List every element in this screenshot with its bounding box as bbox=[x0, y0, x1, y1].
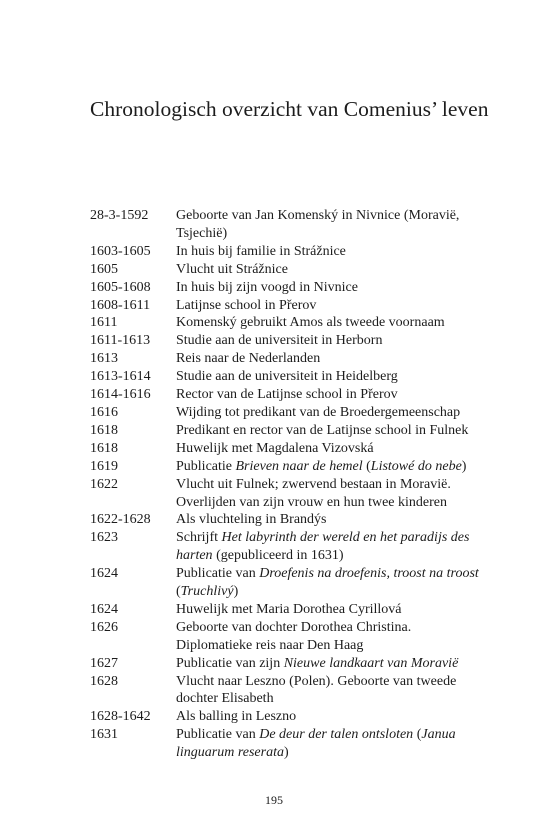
italic-title-text: Het labyrinth der wereld en het paradijs des harten bbox=[176, 530, 470, 564]
description-text: Studie aan de universiteit in Heidelberg bbox=[176, 369, 398, 385]
entry-year: 1623 bbox=[90, 530, 118, 546]
entry-description bbox=[176, 511, 485, 529]
entry-year: 1611-1613 bbox=[90, 333, 151, 349]
description-text: Huwelijk met Magdalena Vizovská bbox=[176, 440, 374, 456]
entry-year: 1618 bbox=[90, 422, 118, 438]
description-text: ( bbox=[176, 584, 181, 600]
chronology-entry bbox=[90, 279, 485, 297]
description-text: Predikant en rector van de Latijnse school in Fulnek bbox=[176, 422, 469, 438]
description-text: Vlucht uit Strážnice bbox=[176, 261, 288, 277]
description-text: Huwelijk met Maria Dorothea Cyrillová bbox=[176, 601, 402, 617]
description-text: Latijnse school in Přerov bbox=[176, 297, 317, 313]
description-text: Schrijft bbox=[176, 530, 222, 546]
description-text: Rector van de Latijnse school in Přerov bbox=[176, 387, 398, 403]
description-text: Publicatie van bbox=[176, 566, 260, 582]
chronology-entry bbox=[90, 368, 485, 386]
description-text: Geboorte van dochter Dorothea Christina. Diplomatieke reis naar Den Haag bbox=[176, 619, 412, 653]
entry-description bbox=[176, 655, 485, 673]
entry-description bbox=[176, 404, 485, 422]
italic-title-text: Nieuwe landkaart van Moravië bbox=[283, 655, 459, 671]
italic-title-text: Brieven naar de hemel bbox=[235, 458, 363, 474]
description-text: Studie aan de universiteit in Herborn bbox=[176, 333, 383, 349]
entry-year: 1626 bbox=[90, 619, 118, 635]
description-text: Wijding tot predikant van de Broedergemeenschap bbox=[176, 404, 461, 420]
chronology-entry bbox=[90, 386, 485, 404]
page-number: 195 bbox=[265, 793, 283, 807]
description-text: ( bbox=[413, 727, 422, 743]
entry-description bbox=[176, 440, 485, 458]
chronology-entry bbox=[90, 708, 485, 726]
chronology-entry bbox=[90, 350, 485, 368]
chronology-entry bbox=[90, 404, 485, 422]
italic-title-text: Listowé do nebe bbox=[370, 458, 462, 474]
description-text: ) bbox=[283, 745, 289, 761]
description-text: Komenský gebruikt Amos als tweede voornaam bbox=[176, 315, 445, 331]
entry-description bbox=[176, 279, 485, 297]
chronology-entry bbox=[90, 619, 485, 655]
description-text: Reis naar de Nederlanden bbox=[176, 351, 321, 367]
entry-year: 1624 bbox=[90, 566, 118, 582]
description-text: Als vluchteling in Brandýs bbox=[176, 512, 327, 528]
entry-year: 1628 bbox=[90, 673, 118, 689]
chronology-entry bbox=[90, 261, 485, 279]
entry-year: 28-3-1592 bbox=[90, 208, 149, 223]
entry-description bbox=[176, 386, 485, 404]
chronology-entry bbox=[90, 207, 485, 243]
entry-description bbox=[176, 332, 485, 350]
chronology-entry bbox=[90, 476, 485, 512]
entry-description bbox=[176, 565, 485, 601]
description-text: Vlucht naar Leszno (Polen). Geboorte van tweede dochter Elisabeth bbox=[176, 673, 457, 707]
description-text: Geboorte van Jan Komenský in Nivnice (Moravië, Tsjechië) bbox=[176, 208, 460, 241]
description-text: ( bbox=[362, 458, 371, 474]
entry-description bbox=[176, 261, 485, 279]
entry-year: 1603-1605 bbox=[90, 243, 151, 259]
entry-year: 1608-1611 bbox=[90, 297, 151, 313]
entry-description bbox=[176, 708, 485, 726]
entry-year: 1616 bbox=[90, 404, 118, 420]
description-text: In huis bij familie in Strážnice bbox=[176, 243, 346, 259]
description-text: Vlucht uit Fulnek; zwervend bestaan in Moravië. Overlijden van zijn vrouw en hun twee kinderen bbox=[176, 476, 451, 510]
description-text: In huis bij zijn voogd in Nivnice bbox=[176, 279, 358, 295]
chronology-entry bbox=[90, 726, 485, 762]
entry-description bbox=[176, 243, 485, 261]
entry-year: 1605-1608 bbox=[90, 279, 151, 295]
entry-year: 1605 bbox=[90, 261, 118, 277]
italic-title-text: De deur der talen ontsloten bbox=[259, 727, 414, 743]
entry-year: 1631 bbox=[90, 727, 118, 743]
entry-description bbox=[176, 297, 485, 315]
description-text: ) bbox=[461, 458, 467, 474]
chronology-list bbox=[90, 207, 485, 762]
entry-description bbox=[176, 529, 485, 565]
entry-description bbox=[176, 314, 485, 332]
chronology-entry bbox=[90, 422, 485, 440]
description-text: (gepubliceerd in 1631) bbox=[212, 548, 344, 564]
entry-description bbox=[176, 476, 485, 512]
italic-title-text: Janua linguarum reserata bbox=[176, 727, 456, 761]
entry-year: 1614-1616 bbox=[90, 387, 151, 403]
entry-year: 1627 bbox=[90, 655, 118, 671]
entry-description bbox=[176, 601, 485, 619]
chronology-entry bbox=[90, 511, 485, 529]
italic-title-text: Truchlivý bbox=[180, 584, 234, 600]
chronology-entry bbox=[90, 458, 485, 476]
entry-year: 1613-1614 bbox=[90, 369, 151, 385]
entry-year: 1624 bbox=[90, 601, 118, 617]
chronology-entry bbox=[90, 332, 485, 350]
entry-year: 1622-1628 bbox=[90, 512, 151, 528]
entry-description bbox=[176, 368, 485, 386]
page-title: Chronologisch overzicht van Comenius’ leven bbox=[90, 97, 489, 121]
entry-description bbox=[176, 207, 485, 243]
description-text: Publicatie van bbox=[176, 727, 260, 743]
chronology-entry bbox=[90, 314, 485, 332]
italic-title-text: Droefenis na droefenis, troost na troost bbox=[259, 566, 479, 582]
chronology-entry bbox=[90, 601, 485, 619]
entry-description bbox=[176, 619, 485, 655]
description-text: Publicatie van zijn bbox=[176, 655, 284, 671]
description-text: Als balling in Leszno bbox=[176, 709, 297, 725]
entry-description bbox=[176, 422, 485, 440]
chronology-entry bbox=[90, 297, 485, 315]
description-text: Publicatie bbox=[176, 458, 236, 474]
chronology-entry bbox=[90, 655, 485, 673]
description-text: ) bbox=[233, 584, 239, 600]
entry-description bbox=[176, 726, 485, 762]
entry-description bbox=[176, 458, 485, 476]
chronology-entry bbox=[90, 673, 485, 709]
chronology-entry bbox=[90, 243, 485, 261]
entry-description bbox=[176, 673, 485, 709]
entry-year: 1618 bbox=[90, 440, 118, 456]
entry-year: 1611 bbox=[90, 315, 118, 331]
entry-year: 1628-1642 bbox=[90, 709, 151, 725]
chronology-entry bbox=[90, 440, 485, 458]
chronology-entry bbox=[90, 529, 485, 565]
entry-year: 1613 bbox=[90, 351, 118, 367]
entry-year: 1619 bbox=[90, 458, 118, 474]
chronology-entry bbox=[90, 565, 485, 601]
entry-year: 1622 bbox=[90, 476, 118, 492]
entry-description bbox=[176, 350, 485, 368]
